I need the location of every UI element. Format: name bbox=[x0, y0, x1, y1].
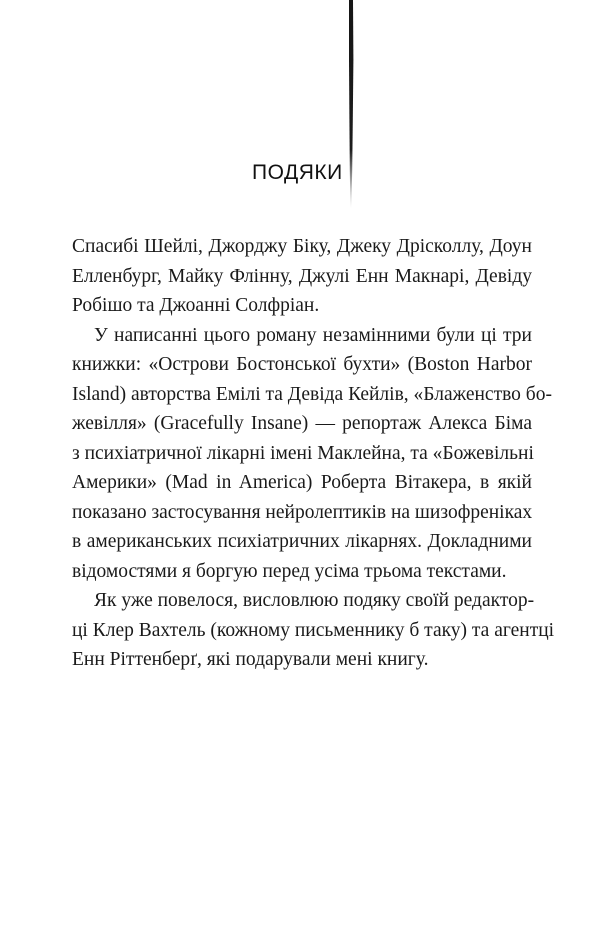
text-line: показано застосування нейролептиків на шизофреніках bbox=[72, 501, 533, 523]
text-line: Island) авторства Емілі та Девіда Кейлів, «Блаженство бо- bbox=[72, 383, 552, 405]
text-line: Як уже повелося, висловлюю подяку своїй редактор- bbox=[94, 590, 535, 611]
page-title: ПОДЯКИ bbox=[252, 161, 343, 184]
text-line: жевілля» (Gracefully Insane) — репортаж Алекса Біма bbox=[72, 413, 532, 434]
paragraph bbox=[72, 232, 532, 321]
paragraph bbox=[72, 586, 555, 675]
text-line: Елленбург, Майку Флінну, Джулі Енн Макнарі, Девіду bbox=[72, 265, 532, 287]
text-line: Робішо та Джоанні Солфріан. bbox=[72, 295, 320, 316]
text-line: книжки: «Острови Бостонської бухти» (Boston Harbor bbox=[72, 354, 532, 375]
paragraph bbox=[72, 321, 552, 587]
acknowledgements-text bbox=[72, 232, 555, 675]
text-line: ці Клер Вахтель (кожному письменнику б таку) та агентці bbox=[72, 619, 555, 641]
decorative-ink-stroke bbox=[344, 0, 358, 208]
text-line: Америки» (Mad in America) Роберта Вітакера, в якій bbox=[72, 472, 532, 493]
text-line: з психіатричної лікарні імені Маклейна, та «Божевільні bbox=[72, 442, 534, 464]
text-line: У написанні цього роману незамінними були ці три bbox=[94, 324, 532, 346]
text-line: Енн Ріттенберґ, які подарували мені книгу. bbox=[72, 649, 429, 670]
text-line: відомостями я боргую перед усіма трьома текстами. bbox=[72, 560, 507, 582]
text-line: Спасибі Шейлі, Джорджу Біку, Джеку Дрісколлу, Доун bbox=[72, 236, 532, 257]
text-line: в американських психіатричних лікарнях. Докладними bbox=[72, 531, 532, 552]
